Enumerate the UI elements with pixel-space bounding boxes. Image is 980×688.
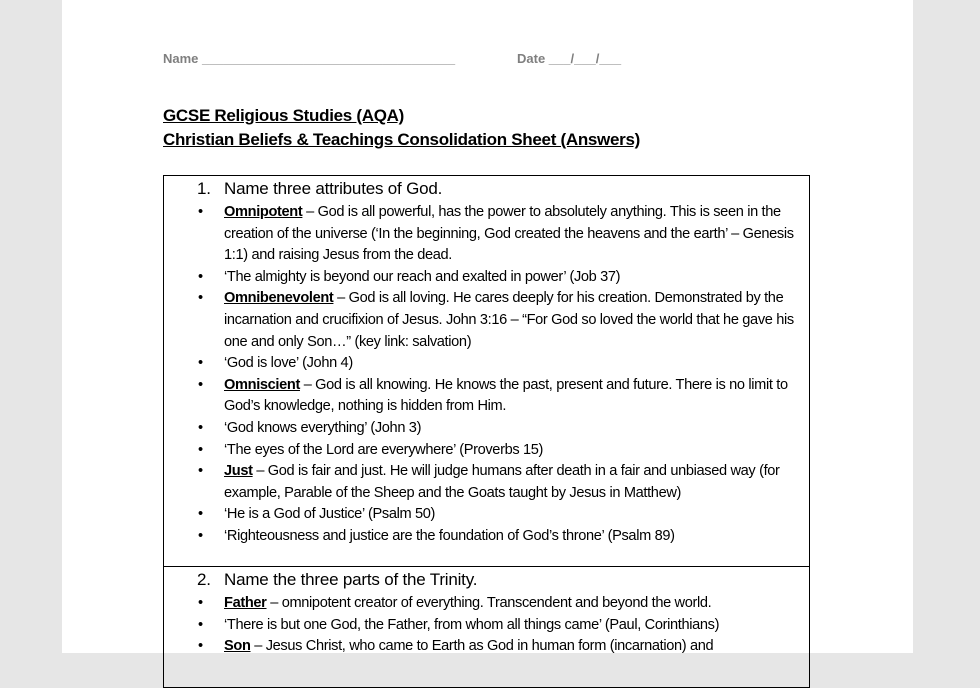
answer-text: ‘God is love’ (John 4) bbox=[224, 355, 353, 372]
answer-term: Just bbox=[224, 463, 253, 480]
answer-list bbox=[164, 593, 809, 658]
title-line-2: Christian Beliefs & Teachings Consolidation Sheet (Answers) bbox=[163, 130, 640, 149]
answer-text: ‘The almighty is beyond our reach and exalted in power’ (Job 37) bbox=[224, 268, 621, 285]
answer-text: ‘The eyes of the Lord are everywhere’ (Proverbs 15) bbox=[224, 441, 544, 458]
document-title bbox=[163, 104, 640, 152]
answer-item bbox=[164, 375, 809, 418]
answer-item bbox=[164, 267, 809, 289]
answer-item bbox=[164, 636, 809, 658]
answer-text: – God is all knowing. He knows the past, present and future. There is no limit to God’s knowledge, nothing is hidden from Him. bbox=[224, 376, 788, 415]
answer-term: Omniscient bbox=[224, 376, 300, 393]
question-text: Name the three parts of the Trinity. bbox=[224, 570, 478, 589]
answer-text: – omnipotent creator of everything. Transcendent and beyond the world. bbox=[266, 595, 712, 611]
answer-item bbox=[164, 418, 809, 440]
answer-term: Son bbox=[224, 638, 251, 655]
answer-text: – God is fair and just. He will judge humans after death in a fair and unbiased way (for example, Parable of the Sheep and the Goats taught by Jesus in Matthew) bbox=[224, 463, 780, 501]
answer-text: ‘Righteousness and justice are the foundation of God’s throne’ (Psalm 89) bbox=[224, 527, 675, 544]
answer-text: ‘God knows everything’ (John 3) bbox=[224, 419, 422, 436]
title-line-1: GCSE Religious Studies (AQA) bbox=[163, 106, 404, 125]
question-box-2 bbox=[163, 566, 810, 688]
answer-item bbox=[164, 615, 809, 637]
answer-item bbox=[164, 288, 809, 353]
question-heading bbox=[164, 569, 809, 591]
name-field: Name ___________________________________ bbox=[163, 51, 456, 66]
answer-item bbox=[164, 353, 809, 375]
answer-text: – God is all loving. He cares deeply for his creation. Demonstrated by the incarnation and crucifixion of Jesus. John 3:16 – “For God so loved the world that he gave his one and only Son…” (key link: salvation) bbox=[224, 290, 794, 350]
answer-text: ‘He is a God of Justice’ (Psalm 50) bbox=[224, 506, 436, 523]
answer-item bbox=[164, 504, 809, 526]
answer-text: ‘There is but one God, the Father, from whom all things came’ (Paul, Corinthians) bbox=[224, 616, 720, 633]
answer-text: – God is all powerful, has the power to absolutely anything. This is seen in the creation of the universe (‘In the beginning, God created the heavens and the earth’ – Genesis 1:1) and raising Jesus from the dead. bbox=[224, 204, 794, 264]
answer-item bbox=[164, 440, 809, 462]
answer-item bbox=[164, 593, 809, 615]
answer-term: Father bbox=[224, 595, 267, 611]
question-number: 2. bbox=[197, 570, 211, 589]
document-page bbox=[62, 0, 913, 653]
answer-item bbox=[164, 526, 809, 548]
answer-item bbox=[164, 202, 809, 267]
date-field: Date ___/___/___ bbox=[517, 51, 622, 66]
answer-list bbox=[164, 202, 809, 548]
question-text: Name three attributes of God. bbox=[224, 179, 443, 198]
answer-text: – Jesus Christ, who came to Earth as God in human form (incarnation) and bbox=[250, 638, 714, 655]
question-heading bbox=[164, 178, 809, 200]
name-date-row bbox=[163, 51, 622, 66]
question-box-1 bbox=[163, 175, 810, 567]
answer-item bbox=[164, 461, 809, 504]
question-number: 1. bbox=[197, 179, 211, 198]
answer-term: Omnipotent bbox=[224, 204, 303, 220]
answer-term: Omnibenevolent bbox=[224, 290, 334, 307]
